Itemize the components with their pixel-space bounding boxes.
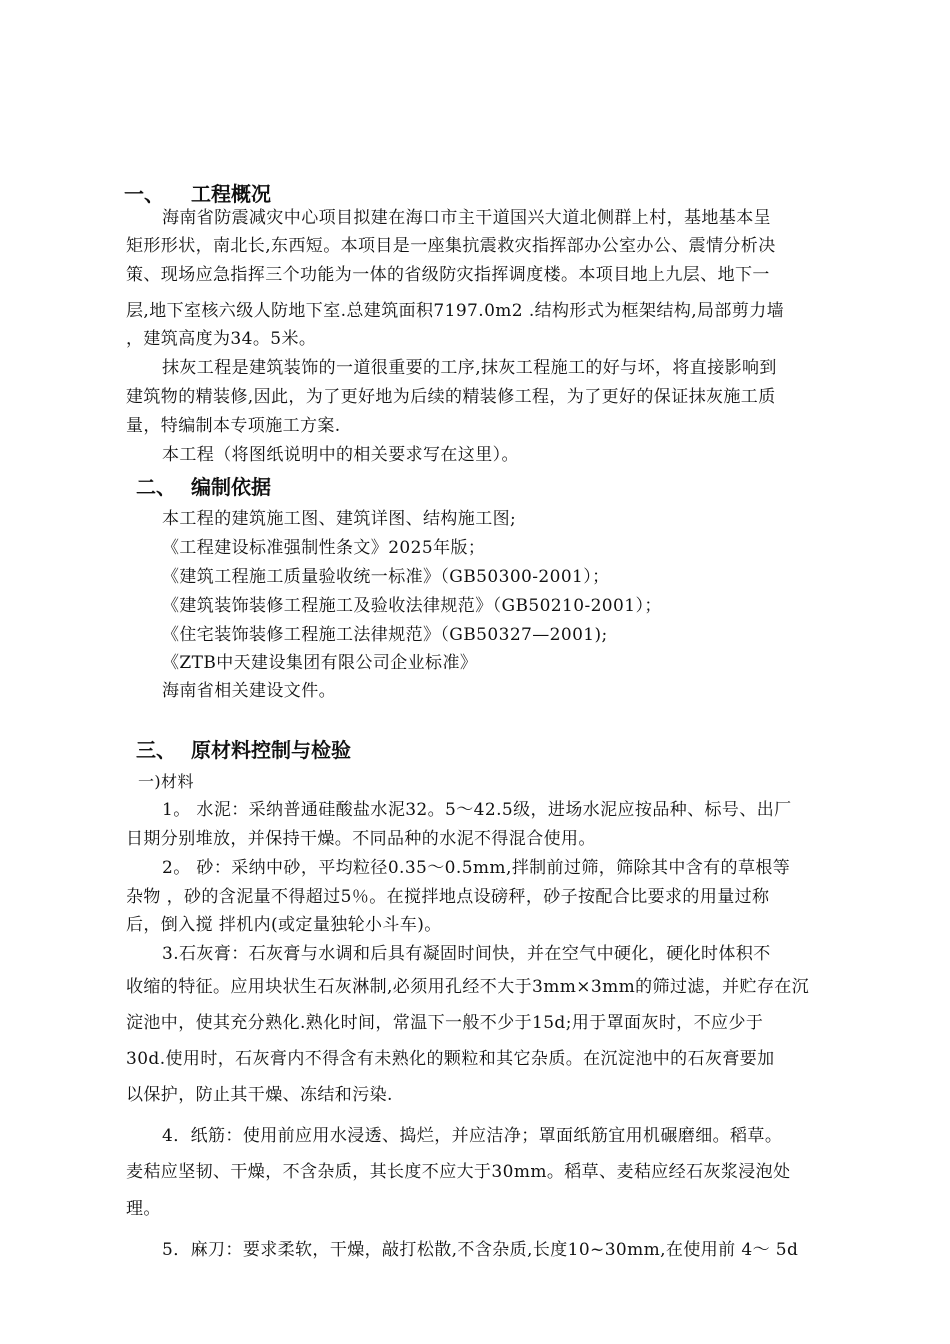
paragraph-line: 1。 水泥：采纳普通硅酸盐水泥32。5～42.5级，进场水泥应按品种、标号、出厂 bbox=[162, 800, 792, 820]
paragraph-line: 以保护，防止其干燥、冻结和污染. bbox=[126, 1085, 393, 1105]
basis-item: 《建筑装饰装修工程施工及验收法律规范》（GB50210-2001）； bbox=[162, 596, 662, 616]
section-title: 原材料控制与检验 bbox=[191, 738, 351, 762]
basis-item: 《ZTB中天建设集团有限公司企业标准》 bbox=[162, 653, 478, 673]
basis-item: 本工程的建筑施工图、建筑详图、结构施工图; bbox=[162, 509, 517, 529]
basis-item: 《住宅装饰装修工程施工法律规范》（GB50327—2001); bbox=[162, 625, 608, 645]
paragraph-line: 建筑物的精装修,因此，为了更好地为后续的精装修工程，为了更好的保证抹灰施工质 bbox=[126, 387, 776, 407]
basis-item: 海南省相关建设文件。 bbox=[162, 681, 336, 701]
paragraph-line: 3.石灰膏：石灰膏与水调和后具有凝固时间快，并在空气中硬化，硬化时体积不 bbox=[162, 944, 771, 964]
paragraph-line: 抹灰工程是建筑装饰的一道很重要的工序,抹灰工程施工的好与坏，将直接影响到 bbox=[162, 358, 777, 378]
paragraph-line: 本工程（将图纸说明中的相关要求写在这里）。 bbox=[162, 445, 519, 465]
paragraph-line: 5．麻刀：要求柔软，干燥，敲打松散,不含杂质,长度10~30mm,在使用前 4～ 5d bbox=[162, 1240, 799, 1260]
paragraph-line: 矩形形状，南北长,东西短。本项目是一座集抗震救灾指挥部办公室办公、震情分析决 bbox=[126, 236, 776, 256]
section-number: 一、 bbox=[124, 182, 164, 206]
basis-item: 《建筑工程施工质量验收统一标准》（GB50300-2001）； bbox=[162, 567, 610, 587]
paragraph-line: 4．纸筋：使用前应用水浸透、捣烂，并应洁净；罩面纸筋宜用机碾磨细。稻草。 bbox=[162, 1126, 783, 1146]
section-title: 编制依据 bbox=[191, 475, 271, 499]
basis-item: 《工程建设标准强制性条文》2025年版； bbox=[162, 538, 486, 558]
paragraph-line: 2。 砂：采纳中砂，平均粒径0.35～0.5mm,拌制前过筛，筛除其中含有的草根等 bbox=[162, 858, 791, 878]
subheading-materials: 一)材料 bbox=[138, 772, 194, 791]
paragraph-line: 量，特编制本专项施工方案. bbox=[126, 416, 341, 436]
section-number: 二、 bbox=[136, 475, 176, 499]
paragraph-line: 策、现场应急指挥三个功能为一体的省级防灾指挥调度楼。本项目地上九层、地下一 bbox=[126, 265, 770, 285]
paragraph-line: 麦秸应坚韧、干燥，不含杂质，其长度不应大于30mm。稻草、麦秸应经石灰浆浸泡处 bbox=[126, 1162, 791, 1182]
paragraph-line: 30d.使用时，石灰膏内不得含有未熟化的颗粒和其它杂质。在沉淀池中的石灰膏要加 bbox=[126, 1049, 775, 1069]
paragraph-line: ，建筑高度为34。5米。 bbox=[126, 329, 317, 349]
paragraph-line: 海南省防震减灾中心项目拟建在海口市主干道国兴大道北侧群上村，基地基本呈 bbox=[162, 208, 771, 228]
paragraph-line: 理。 bbox=[126, 1199, 161, 1219]
paragraph-line: 后，倒入搅 拌机内(或定量独轮小斗车)。 bbox=[126, 915, 442, 935]
section-title: 工程概况 bbox=[191, 182, 271, 206]
paragraph-line: 收缩的特征。应用块状生石灰淋制,必须用孔经不大于3mm×3mm的筛过滤，并贮存在沉 bbox=[126, 977, 810, 997]
paragraph-line: 日期分别堆放，并保持干燥。不同品种的水泥不得混合使用。 bbox=[126, 829, 596, 849]
paragraph-line: 层,地下室核六级人防地下室.总建筑面积7197.0m2 .结构形式为框架结构,局部剪力墙 bbox=[126, 301, 785, 321]
section-number: 三、 bbox=[136, 738, 176, 762]
paragraph-line: 淀池中，使其充分熟化.熟化时间，常温下一般不少于15d;用于罩面灰时，不应少于 bbox=[126, 1013, 764, 1033]
paragraph-line: 杂物 ，砂的含泥量不得超过5％。在搅拌地点设磅秤，砂子按配合比要求的用量过称 bbox=[126, 887, 770, 907]
